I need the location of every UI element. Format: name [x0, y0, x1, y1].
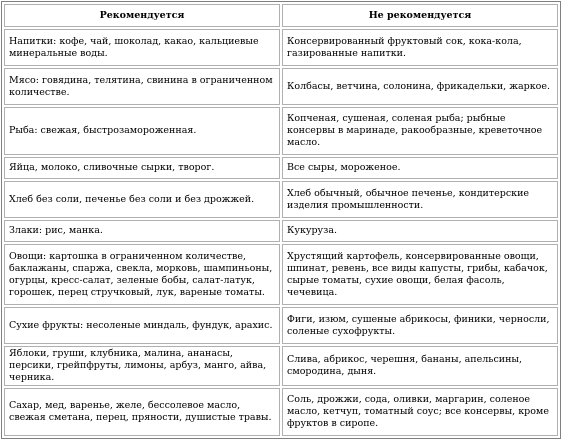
table-row [4, 307, 558, 344]
table-row [4, 68, 558, 105]
cell-recommended: Сахар, мед, варенье, желе, бессолевое масло, свежая сметана, перец, пряности, душистые травы. [4, 388, 280, 436]
cell-not-recommended: Копченая, сушеная, соленая рыба; рыбные консервы в маринаде, ракообразные, креветочное масло. [282, 107, 558, 155]
cell-recommended: Сухие фрукты: несоленые миндаль, фундук, арахис. [4, 307, 280, 344]
cell-not-recommended: Консервированный фруктовый сок, кока-кола, газированные напитки. [282, 29, 558, 66]
cell-recommended: Злаки: рис, манка. [4, 220, 280, 242]
cell-not-recommended: Все сыры, мороженое. [282, 157, 558, 179]
cell-recommended: Рыба: свежая, быстрозамороженная. [4, 107, 280, 155]
table-row [4, 220, 558, 242]
table-row [4, 181, 558, 218]
cell-recommended: Овощи: картошка в ограниченном количестве, баклажаны, спаржа, свекла, морковь, шампиньоны, огурцы, кресс-салат, зеленые бобы, салат-латук, горошек, перец стручковый, лук, вареные томаты. [4, 244, 280, 305]
cell-not-recommended: Слива, абрикос, черешня, бананы, апельсины, смородина, дыня. [282, 346, 558, 386]
cell-not-recommended: Колбасы, ветчина, солонина, фрикадельки, жаркое. [282, 68, 558, 105]
table-row [4, 346, 558, 386]
cell-not-recommended: Соль, дрожжи, сода, оливки, маргарин, соленое масло, кетчуп, томатный соус; все консервы, кроме фруктов в сиропе. [282, 388, 558, 436]
header-not-recommended: Не рекомендуется [282, 4, 558, 27]
table-row [4, 388, 558, 436]
table-row [4, 157, 558, 179]
table-row [4, 29, 558, 66]
cell-not-recommended: Фиги, изюм, сушеные абрикосы, финики, черносли, соленые сухофрукты. [282, 307, 558, 344]
cell-not-recommended: Хлеб обычный, обычное печенье, кондитерские изделия промышленности. [282, 181, 558, 218]
table-header-row [4, 4, 558, 27]
table-row [4, 107, 558, 155]
cell-recommended: Яйца, молоко, сливочные сырки, творог. [4, 157, 280, 179]
cell-recommended: Мясо: говядина, телятина, свинина в ограниченном количестве. [4, 68, 280, 105]
cell-recommended: Хлеб без соли, печенье без соли и без дрожжей. [4, 181, 280, 218]
header-recommended: Рекомендуется [4, 4, 280, 27]
cell-recommended: Напитки: кофе, чай, шоколад, какао, кальциевые минеральные воды. [4, 29, 280, 66]
diet-table [1, 1, 561, 439]
cell-not-recommended: Хрустящий картофель, консервированные овощи, шпинат, ревень, все виды капусты, грибы, кабачок, сырые томаты, сухие овощи, белая фасоль, чечевица. [282, 244, 558, 305]
cell-recommended: Яблоки, груши, клубника, малина, ананасы, персики, грейпфруты, лимоны, арбуз, манго, айва, черника. [4, 346, 280, 386]
table-row [4, 244, 558, 305]
cell-not-recommended: Кукуруза. [282, 220, 558, 242]
